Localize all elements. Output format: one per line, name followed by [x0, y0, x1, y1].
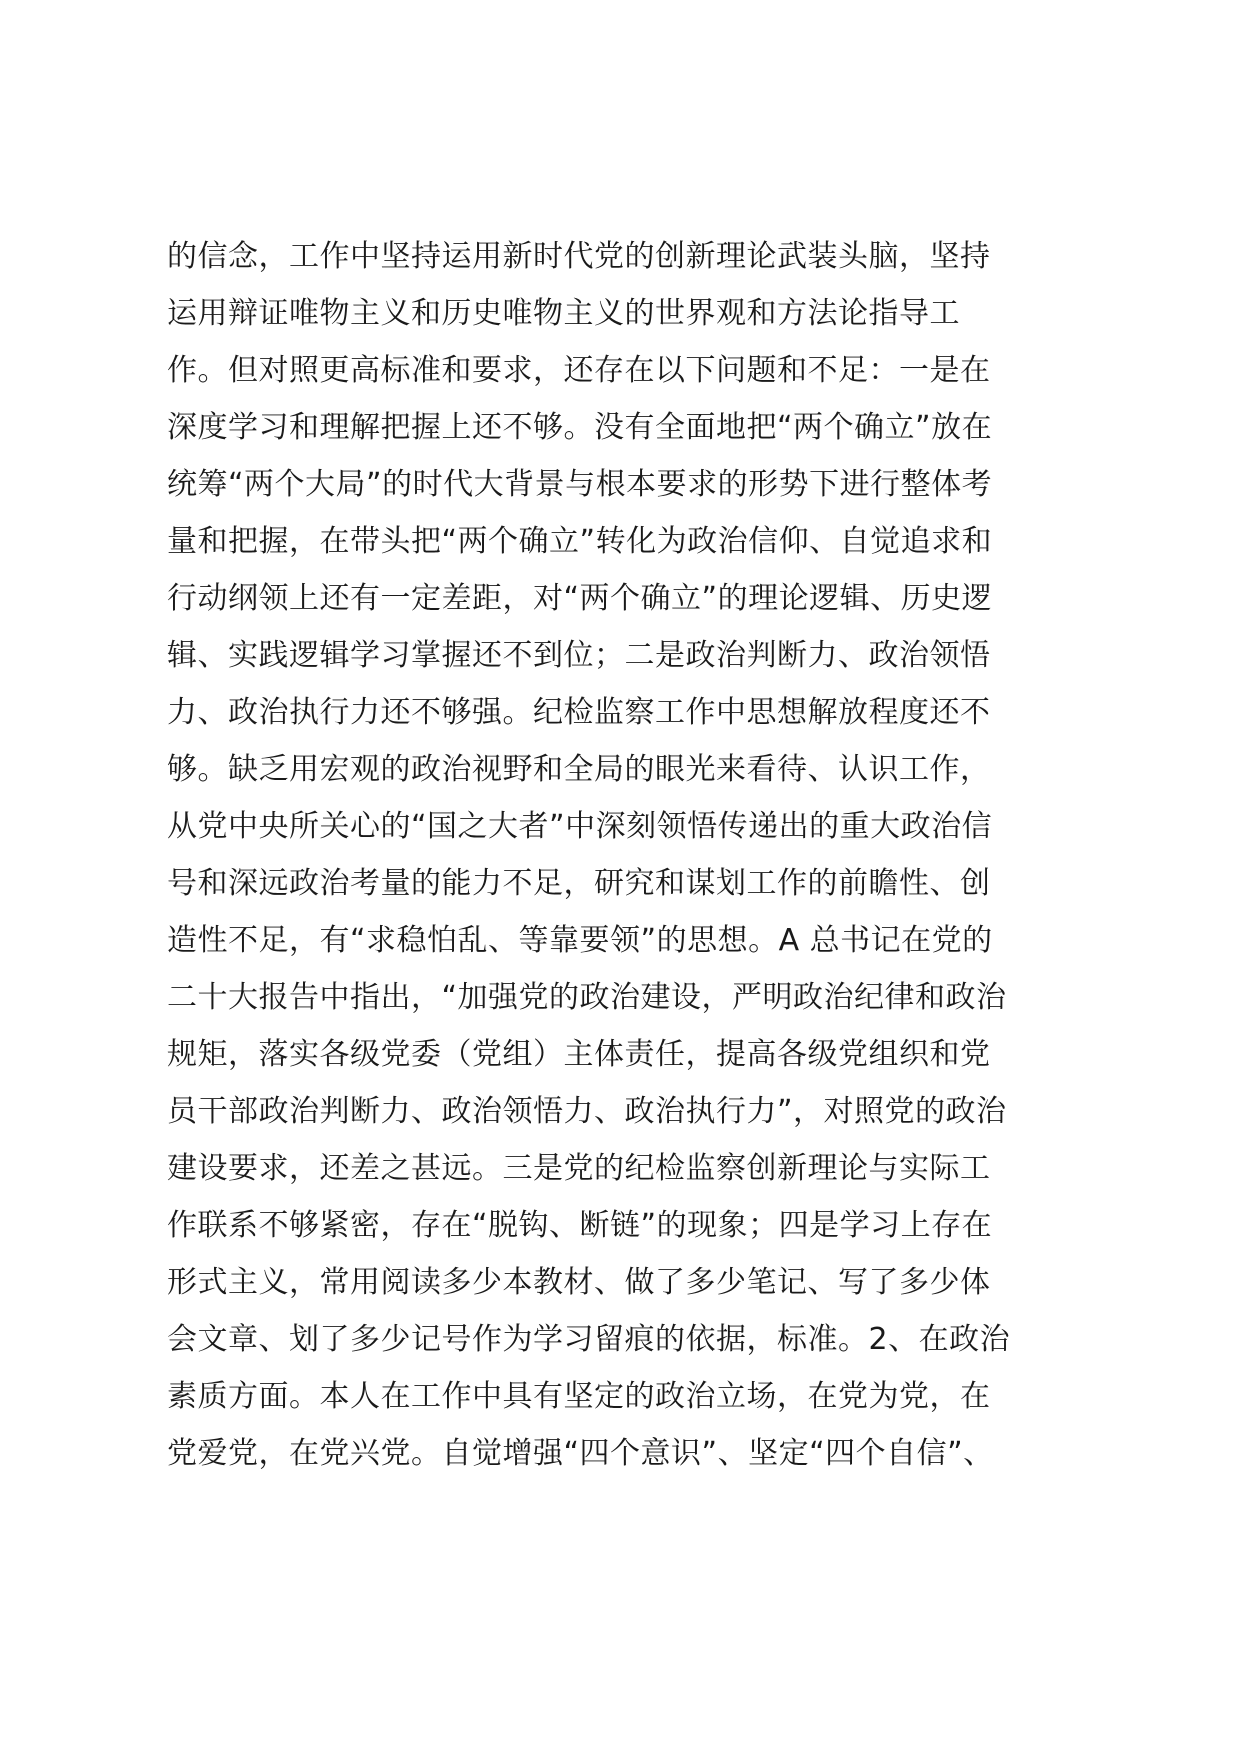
text-line: 够。缺乏用宏观的政治视野和全局的眼光来看待、认识工作，: [167, 752, 991, 787]
text-line: 深度学习和理解把握上还不够。没有全面地把“两个确立”放在: [167, 410, 993, 445]
text-line: 辑、实践逻辑学习掌握还不到位；二是政治判断力、政治领悟: [167, 638, 991, 673]
text-line: 素质方面。本人在工作中具有坚定的政治立场，在党为党，在: [167, 1379, 991, 1414]
text-line: 行动纲领上还有一定差距，对“两个确立”的理论逻辑、历史逻: [167, 581, 993, 616]
text-line: 的信念，工作中坚持运用新时代党的创新理论武装头脑，坚持: [167, 239, 991, 274]
text-line: 作联系不够紧密，存在“脱钩、断链”的现象；四是学习上存在: [167, 1208, 993, 1243]
text-line: 党爱党，在党兴党。自觉增强“四个意识”、坚定“四个自信”、: [167, 1436, 994, 1471]
text-line: 从党中央所关心的“国之大者”中深刻领悟传递出的重大政治信: [167, 809, 993, 844]
text-line: 统筹“两个大局”的时代大背景与根本要求的形势下进行整体考: [167, 467, 993, 502]
text-line: 员干部政治判断力、政治领悟力、政治执行力”，对照党的政治: [167, 1094, 1007, 1129]
text-line: 力、政治执行力还不够强。纪检监察工作中思想解放程度还不: [167, 695, 991, 730]
text-line: 作。但对照更高标准和要求，还存在以下问题和不足：一是在: [167, 353, 991, 388]
text-line: 形式主义，常用阅读多少本教材、做了多少笔记、写了多少体: [167, 1265, 991, 1300]
text-line: 运用辩证唯物主义和历史唯物主义的世界观和方法论指导工: [167, 296, 960, 331]
body-text: [167, 228, 1097, 1482]
text-line: 二十大报告中指出，“加强党的政治建设，严明政治纪律和政治: [167, 980, 1007, 1015]
text-line: 建设要求，还差之甚远。三是党的纪检监察创新理论与实际工: [167, 1151, 991, 1186]
text-line: 量和把握，在带头把“两个确立”转化为政治信仰、自觉追求和: [167, 524, 993, 559]
text-line: 规矩，落实各级党委（党组）主体责任，提高各级党组织和党: [167, 1037, 991, 1072]
text-line: 会文章、划了多少记号作为学习留痕的依据，标准。2、在政治: [167, 1322, 1011, 1357]
text-line: 号和深远政治考量的能力不足，研究和谋划工作的前瞻性、创: [167, 866, 991, 901]
text-line: 造性不足，有“求稳怕乱、等靠要领”的思想。A 总书记在党的: [167, 923, 993, 958]
